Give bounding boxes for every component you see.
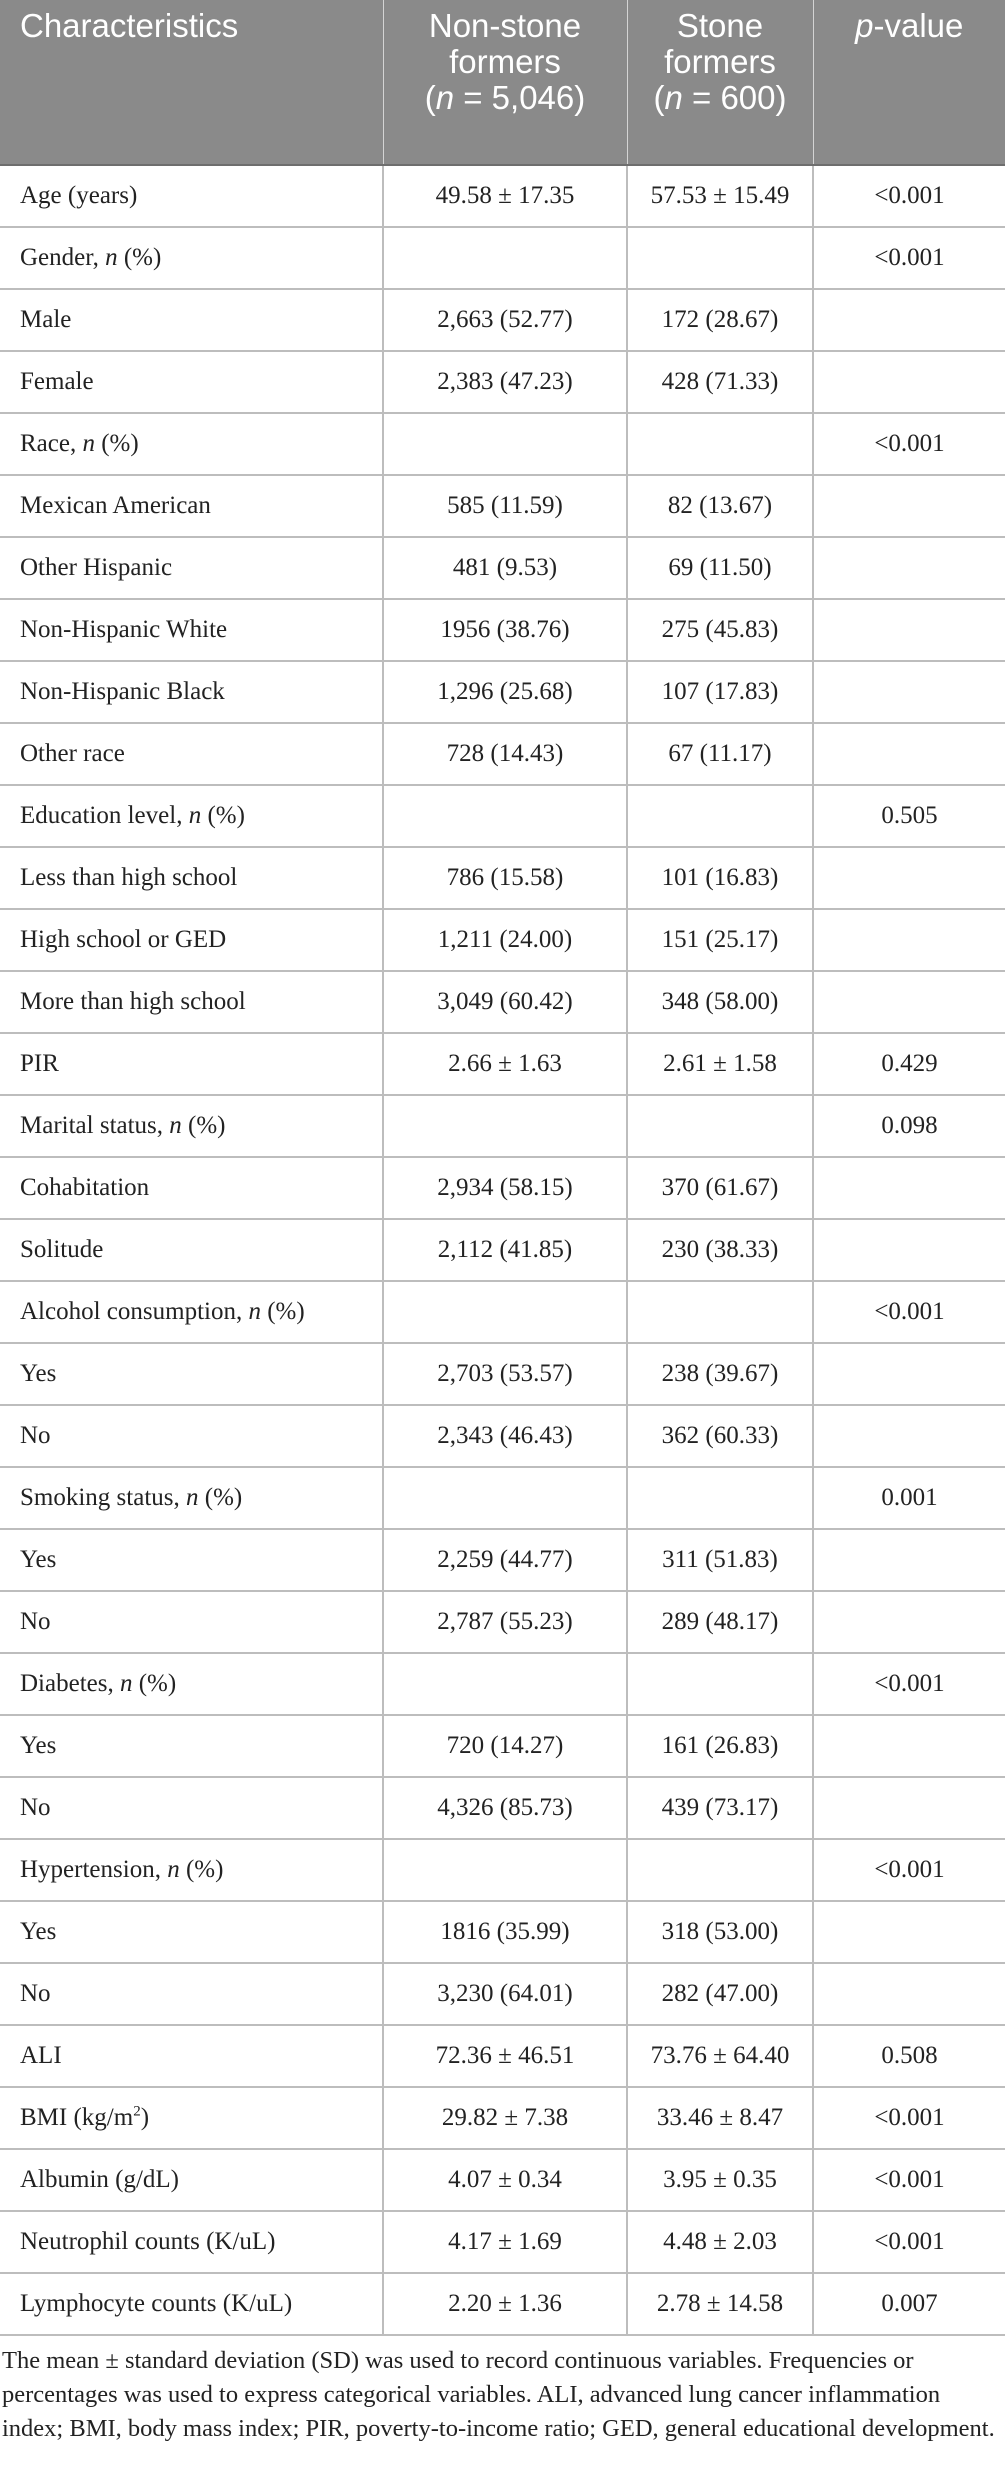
p-value (813, 723, 1005, 785)
stone-value: 33.46 ± 8.47 (627, 2087, 813, 2149)
table-row (0, 661, 1005, 723)
p-value: <0.001 (813, 2211, 1005, 2273)
header-stone-formers (627, 0, 813, 165)
table-row (0, 1529, 1005, 1591)
row-label: Albumin (g/dL) (0, 2149, 383, 2211)
table-row (0, 165, 1005, 227)
non-stone-value: 2.66 ± 1.63 (383, 1033, 627, 1095)
stone-value: 2.61 ± 1.58 (627, 1033, 813, 1095)
non-stone-value: 4.17 ± 1.69 (383, 2211, 627, 2273)
stone-value: 101 (16.83) (627, 847, 813, 909)
row-label: Alcohol consumption, n (%) (0, 1281, 383, 1343)
non-stone-value: 49.58 ± 17.35 (383, 165, 627, 227)
p-value (813, 1591, 1005, 1653)
header-stone-line2: formers (664, 43, 776, 80)
stone-value: 439 (73.17) (627, 1777, 813, 1839)
row-label: Solitude (0, 1219, 383, 1281)
stone-value: 370 (61.67) (627, 1157, 813, 1219)
row-label: Lymphocyte counts (K/uL) (0, 2273, 383, 2335)
row-label: Hypertension, n (%) (0, 1839, 383, 1901)
stone-value (627, 227, 813, 289)
non-stone-value: 2,343 (46.43) (383, 1405, 627, 1467)
non-stone-value: 720 (14.27) (383, 1715, 627, 1777)
stone-value (627, 1653, 813, 1715)
table-row (0, 227, 1005, 289)
non-stone-value: 2,112 (41.85) (383, 1219, 627, 1281)
table-row (0, 2273, 1005, 2335)
non-stone-value: 1816 (35.99) (383, 1901, 627, 1963)
row-label: Non-Hispanic White (0, 599, 383, 661)
p-value: <0.001 (813, 1281, 1005, 1343)
non-stone-value: 1,296 (25.68) (383, 661, 627, 723)
p-value (813, 475, 1005, 537)
non-stone-value (383, 1095, 627, 1157)
table-header (0, 0, 1005, 165)
row-label: Yes (0, 1343, 383, 1405)
header-stone-line3: (n = 600) (653, 79, 787, 116)
header-non-stone-line3: (n = 5,046) (424, 79, 586, 116)
p-value (813, 351, 1005, 413)
table-row (0, 1715, 1005, 1777)
row-label: Non-Hispanic Black (0, 661, 383, 723)
table-row (0, 909, 1005, 971)
non-stone-value (383, 785, 627, 847)
non-stone-value (383, 1839, 627, 1901)
p-value (813, 1219, 1005, 1281)
p-value: 0.098 (813, 1095, 1005, 1157)
p-value: 0.429 (813, 1033, 1005, 1095)
stone-value: 3.95 ± 0.35 (627, 2149, 813, 2211)
p-value: <0.001 (813, 165, 1005, 227)
table-row (0, 785, 1005, 847)
table-row (0, 2025, 1005, 2087)
non-stone-value (383, 1281, 627, 1343)
stone-value: 275 (45.83) (627, 599, 813, 661)
stone-value: 2.78 ± 14.58 (627, 2273, 813, 2335)
p-value (813, 1777, 1005, 1839)
table-row (0, 1281, 1005, 1343)
stone-value (627, 785, 813, 847)
table-row (0, 537, 1005, 599)
table-body (0, 165, 1005, 2335)
header-row (0, 0, 1005, 165)
p-value: <0.001 (813, 1839, 1005, 1901)
table-row (0, 1157, 1005, 1219)
stone-value: 348 (58.00) (627, 971, 813, 1033)
table-row (0, 847, 1005, 909)
table-row (0, 1405, 1005, 1467)
stone-value: 289 (48.17) (627, 1591, 813, 1653)
stone-value: 82 (13.67) (627, 475, 813, 537)
stone-value: 151 (25.17) (627, 909, 813, 971)
row-label: Neutrophil counts (K/uL) (0, 2211, 383, 2273)
p-value (813, 971, 1005, 1033)
stone-value: 107 (17.83) (627, 661, 813, 723)
stone-value: 161 (26.83) (627, 1715, 813, 1777)
table-footnote: The mean ± standard deviation (SD) was used to record continuous variables. Frequencies or percentages was used to express categorical variables. ALI, advanced lung cancer inflammation index; BMI, body mass index; PIR, poverty-to-income ratio; GED, general educational development. (2, 2347, 995, 2442)
table-row (0, 2149, 1005, 2211)
stone-value (627, 1095, 813, 1157)
p-value: 0.007 (813, 2273, 1005, 2335)
row-label: Gender, n (%) (0, 227, 383, 289)
table-row (0, 971, 1005, 1033)
non-stone-value: 481 (9.53) (383, 537, 627, 599)
p-value (813, 599, 1005, 661)
stone-value: 282 (47.00) (627, 1963, 813, 2025)
stone-value (627, 413, 813, 475)
table-row (0, 1343, 1005, 1405)
p-value: 0.505 (813, 785, 1005, 847)
table-row (0, 1963, 1005, 2025)
p-value (813, 289, 1005, 351)
stone-value: 4.48 ± 2.03 (627, 2211, 813, 2273)
row-label: Male (0, 289, 383, 351)
row-label: Smoking status, n (%) (0, 1467, 383, 1529)
stone-value: 238 (39.67) (627, 1343, 813, 1405)
p-value (813, 1157, 1005, 1219)
header-p-value: p-value (813, 0, 1005, 165)
p-value: 0.508 (813, 2025, 1005, 2087)
non-stone-value: 1956 (38.76) (383, 599, 627, 661)
non-stone-value: 728 (14.43) (383, 723, 627, 785)
header-non-stone-line2: formers (449, 43, 561, 80)
table-row (0, 1839, 1005, 1901)
stone-value: 69 (11.50) (627, 537, 813, 599)
row-label: PIR (0, 1033, 383, 1095)
non-stone-value: 72.36 ± 46.51 (383, 2025, 627, 2087)
row-label: Other Hispanic (0, 537, 383, 599)
stone-value: 57.53 ± 15.49 (627, 165, 813, 227)
row-label: More than high school (0, 971, 383, 1033)
row-label: Other race (0, 723, 383, 785)
table-row (0, 289, 1005, 351)
non-stone-value: 29.82 ± 7.38 (383, 2087, 627, 2149)
row-label: BMI $(kg/m^2)$ (0, 2087, 383, 2149)
p-value (813, 1529, 1005, 1591)
row-label: No (0, 1777, 383, 1839)
non-stone-value: 2.20 ± 1.36 (383, 2273, 627, 2335)
row-label: No (0, 1405, 383, 1467)
table-row (0, 475, 1005, 537)
row-label: High school or GED (0, 909, 383, 971)
stone-value (627, 1467, 813, 1529)
stone-value: 73.76 ± 64.40 (627, 2025, 813, 2087)
table-row (0, 1219, 1005, 1281)
non-stone-value: 3,230 (64.01) (383, 1963, 627, 2025)
row-label: Marital status, n (%) (0, 1095, 383, 1157)
row-label: No (0, 1591, 383, 1653)
row-label: No (0, 1963, 383, 2025)
p-value: <0.001 (813, 227, 1005, 289)
table-row (0, 2087, 1005, 2149)
stone-value: 362 (60.33) (627, 1405, 813, 1467)
p-value: 0.001 (813, 1467, 1005, 1529)
non-stone-value: 2,787 (55.23) (383, 1591, 627, 1653)
non-stone-value: 3,049 (60.42) (383, 971, 627, 1033)
table-row (0, 1901, 1005, 1963)
table-row (0, 1033, 1005, 1095)
stone-value (627, 1281, 813, 1343)
non-stone-value (383, 1467, 627, 1529)
non-stone-value (383, 413, 627, 475)
non-stone-value: 1,211 (24.00) (383, 909, 627, 971)
header-non-stone-line1: Non-stone (428, 7, 582, 44)
row-label: Yes (0, 1529, 383, 1591)
table-row (0, 1777, 1005, 1839)
table-row (0, 351, 1005, 413)
table-row (0, 599, 1005, 661)
row-label: Yes (0, 1901, 383, 1963)
p-value (813, 1715, 1005, 1777)
p-value (813, 847, 1005, 909)
p-value: <0.001 (813, 1653, 1005, 1715)
non-stone-value: 2,663 (52.77) (383, 289, 627, 351)
non-stone-value: 786 (15.58) (383, 847, 627, 909)
p-value: <0.001 (813, 2087, 1005, 2149)
row-label: Less than high school (0, 847, 383, 909)
row-label: ALI (0, 2025, 383, 2087)
p-value (813, 909, 1005, 971)
header-characteristics: Characteristics (0, 0, 383, 165)
row-label: Diabetes, n (%) (0, 1653, 383, 1715)
p-value (813, 537, 1005, 599)
table-row (0, 1653, 1005, 1715)
row-label: Mexican American (0, 475, 383, 537)
p-value (813, 1343, 1005, 1405)
non-stone-value: 2,934 (58.15) (383, 1157, 627, 1219)
non-stone-value: 4,326 (85.73) (383, 1777, 627, 1839)
row-label: Age (years) (0, 165, 383, 227)
table-row (0, 1467, 1005, 1529)
non-stone-value: 2,703 (53.57) (383, 1343, 627, 1405)
header-non-stone-formers (383, 0, 627, 165)
p-value: <0.001 (813, 413, 1005, 475)
row-label: Race, n (%) (0, 413, 383, 475)
row-label: Yes (0, 1715, 383, 1777)
non-stone-value: 2,383 (47.23) (383, 351, 627, 413)
p-value (813, 1901, 1005, 1963)
stone-value: 67 (11.17) (627, 723, 813, 785)
table-row (0, 413, 1005, 475)
header-stone-line1: Stone (676, 7, 764, 44)
stone-value: 311 (51.83) (627, 1529, 813, 1591)
p-value: <0.001 (813, 2149, 1005, 2211)
non-stone-value: 4.07 ± 0.34 (383, 2149, 627, 2211)
p-value (813, 1963, 1005, 2025)
non-stone-value (383, 227, 627, 289)
p-value (813, 1405, 1005, 1467)
table-row (0, 1591, 1005, 1653)
non-stone-value: 585 (11.59) (383, 475, 627, 537)
stone-value: 428 (71.33) (627, 351, 813, 413)
table-row (0, 723, 1005, 785)
table-row (0, 1095, 1005, 1157)
non-stone-value (383, 1653, 627, 1715)
stone-value: 172 (28.67) (627, 289, 813, 351)
row-label: Cohabitation (0, 1157, 383, 1219)
row-label: Female (0, 351, 383, 413)
stone-value (627, 1839, 813, 1901)
non-stone-value: 2,259 (44.77) (383, 1529, 627, 1591)
stone-value: 230 (38.33) (627, 1219, 813, 1281)
stone-value: 318 (53.00) (627, 1901, 813, 1963)
table-row (0, 2211, 1005, 2273)
p-value (813, 661, 1005, 723)
row-label: Education level, n (%) (0, 785, 383, 847)
